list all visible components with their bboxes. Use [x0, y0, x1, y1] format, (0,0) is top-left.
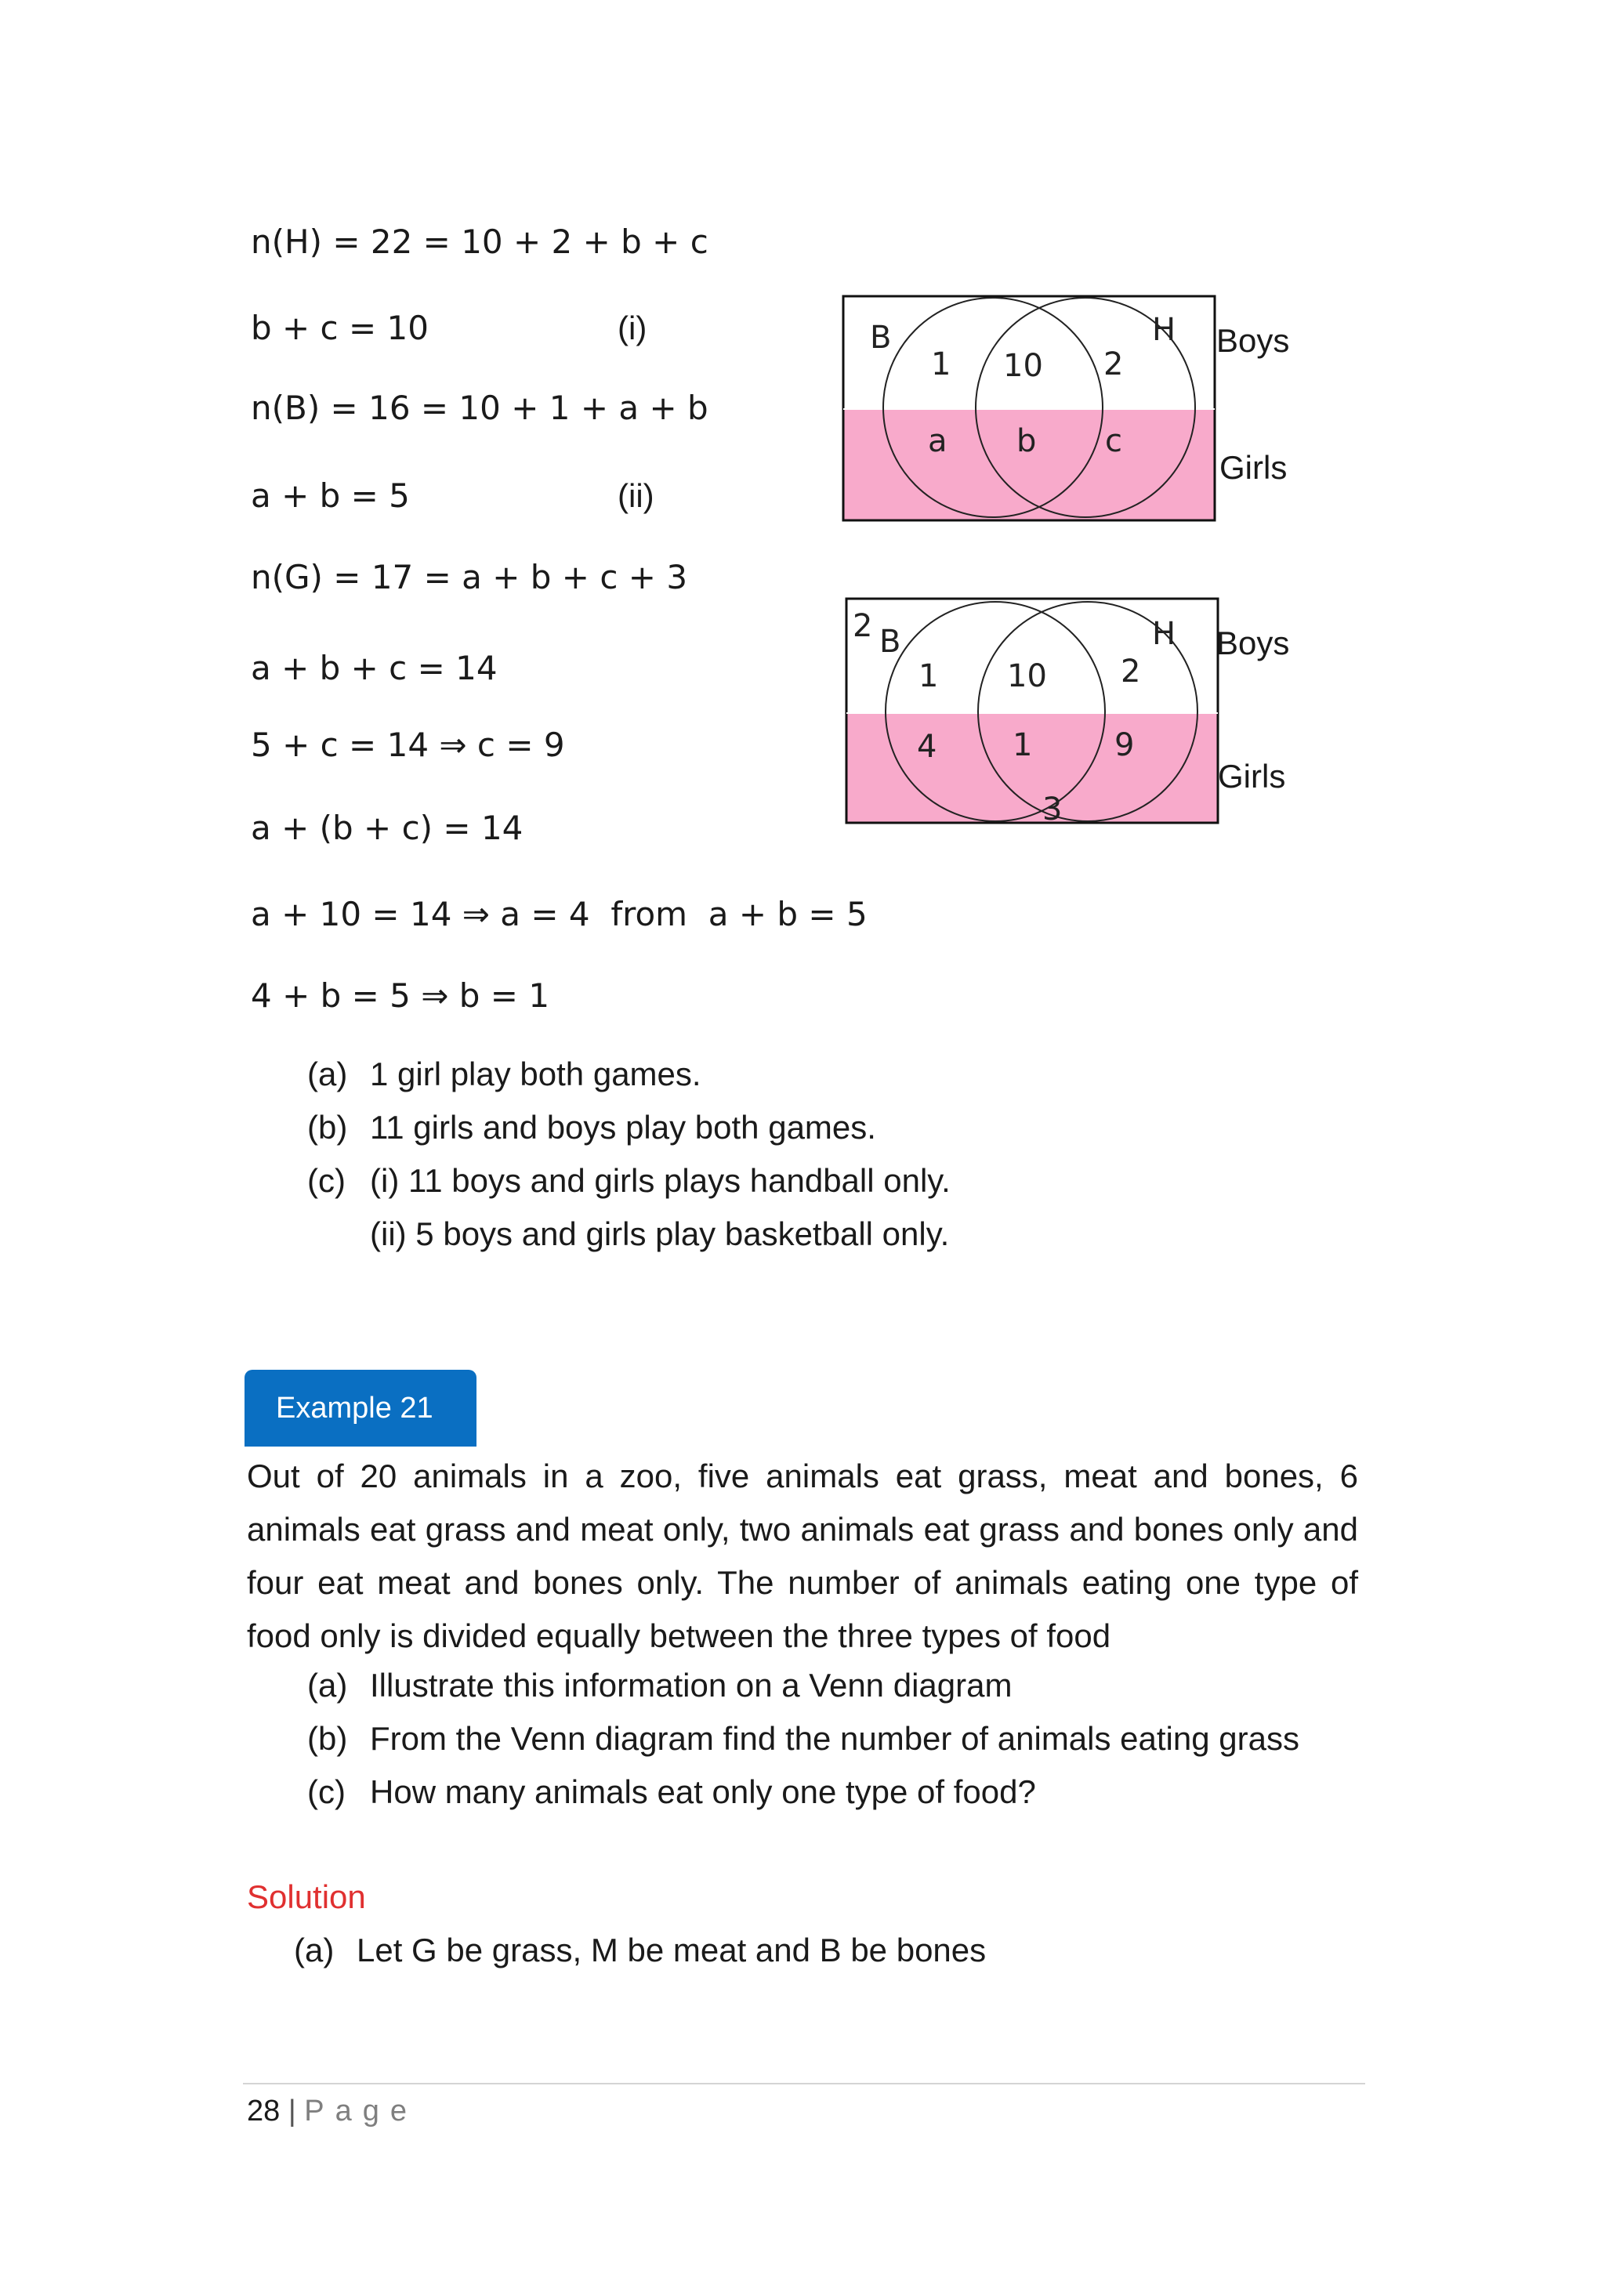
example-question: Out of 20 animals in a zoo, five animals eat grass, meat and bones, 6 animals eat grass and meat only, two animals eat grass and bones only and four eat meat and bones only. The number of animals eating one type of food only is divided equally between the three types of food [247, 1458, 1358, 1654]
venn-diagram-1 [839, 293, 1246, 528]
venn2-boys-label: Boys [1216, 625, 1290, 661]
answer-c [307, 1164, 951, 1197]
region-b-only-girls: a [928, 423, 947, 459]
answer-label: (a) [307, 1056, 348, 1092]
region-h-only-girls: 9 [1114, 727, 1135, 763]
answer-b [307, 1111, 876, 1144]
set-h-label: H [1152, 616, 1176, 652]
set-b-label: B [879, 624, 901, 660]
equation-3: n(B) = 16 = 10 + 1 + a + b [251, 389, 708, 427]
region-h-only-boys: 2 [1103, 346, 1124, 382]
answer-text: (i) 11 boys and girls plays handball only. [370, 1162, 951, 1199]
answer-a [307, 1058, 701, 1091]
venn-diagram-2 [839, 596, 1246, 831]
equation-1: n(H) = 22 = 10 + 2 + b + c [251, 223, 708, 261]
equation-9: a + 10 = 14 ⇒ a = 4 from a + b = 5 [251, 895, 868, 933]
equation-6: a + b + c = 14 [251, 649, 498, 687]
region-both-girls: b [1016, 423, 1037, 459]
part-label: (c) [307, 1773, 346, 1810]
question-part-b [307, 1722, 1299, 1755]
outside-boys-count: 2 [853, 608, 873, 644]
equation-8: a + (b + c) = 14 [251, 809, 524, 847]
equation-10: 4 + b = 5 ⇒ b = 1 [251, 976, 550, 1015]
region-b-only-girls: 4 [917, 729, 937, 765]
venn1-boys-label: Boys [1216, 322, 1290, 359]
region-b-only-boys: 1 [931, 346, 951, 382]
equation-4: a + b = 5 [251, 476, 410, 515]
part-label: (a) [307, 1667, 348, 1704]
region-h-only-girls: c [1105, 423, 1122, 459]
answer-text: 11 girls and boys play both games. [370, 1109, 876, 1146]
part-text: From the Venn diagram find the number of animals eating grass [370, 1720, 1299, 1757]
part-label: (b) [307, 1720, 348, 1757]
outside-girls-count: 3 [1042, 791, 1063, 828]
answer-text: (ii) 5 boys and girls play basketball only. [370, 1215, 950, 1252]
region-b-only-boys: 1 [918, 658, 939, 694]
part-text: How many animals eat only one type of food? [370, 1773, 1036, 1810]
region-h-only-boys: 2 [1121, 654, 1141, 690]
footer-separator: | [288, 2095, 296, 2128]
region-both-boys: 10 [1003, 348, 1043, 384]
example-badge: Example 21 [245, 1370, 476, 1447]
equation-tag-i: (i) [618, 310, 647, 346]
page-word: Page [304, 2095, 418, 2128]
equation-tag-ii: (ii) [618, 477, 654, 514]
question-part-c [307, 1773, 1036, 1810]
venn2-girls-label: Girls [1218, 758, 1286, 795]
answer-text: 1 girl play both games. [370, 1056, 701, 1092]
set-b-label: B [870, 320, 892, 356]
solution-label: (a) [294, 1932, 335, 1968]
equation-5: n(G) = 17 = a + b + c + 3 [251, 558, 688, 596]
answer-label: (b) [307, 1109, 348, 1146]
answer-label: (c) [307, 1162, 346, 1199]
venn1-girls-label: Girls [1219, 449, 1288, 486]
page-number: 28 [247, 2095, 281, 2128]
question-part-a [307, 1669, 1012, 1702]
equation-2: b + c = 10 [251, 309, 429, 347]
footer-divider [243, 2083, 1365, 2084]
equation-7: 5 + c = 14 ⇒ c = 9 [251, 726, 565, 764]
solution-text: Let G be grass, M be meat and B be bones [357, 1932, 987, 1968]
region-both-boys: 10 [1007, 658, 1047, 694]
solution-line-a [294, 1934, 986, 1967]
set-h-label: H [1152, 312, 1176, 348]
solution-heading: Solution [247, 1878, 366, 1915]
page-footer [247, 2096, 418, 2126]
region-both-girls: 1 [1013, 727, 1033, 763]
answer-c-ii [307, 1215, 950, 1252]
part-text: Illustrate this information on a Venn diagram [370, 1667, 1013, 1704]
